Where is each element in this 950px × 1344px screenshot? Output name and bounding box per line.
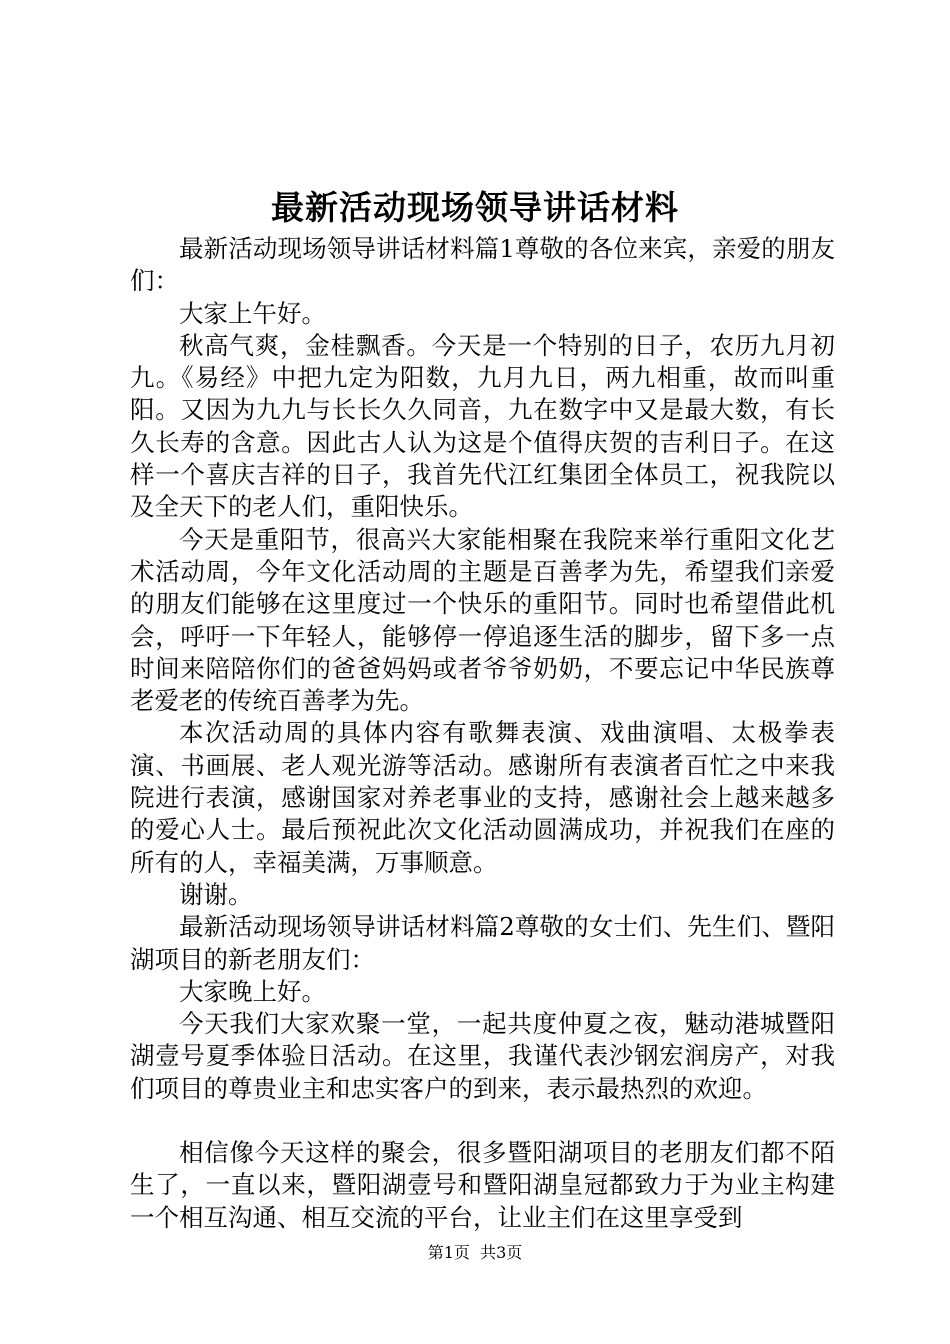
footer-spacer <box>470 1243 480 1262</box>
paragraph-7: 最新活动现场领导讲话材料篇2尊敬的女士们、先生们、暨阳湖项目的新老朋友们： <box>130 912 835 974</box>
page-total: 共3页 <box>480 1243 523 1262</box>
paragraph-4: 今天是重阳节，很高兴大家能相聚在我院来举行重阳文化艺术活动周，今年文化活动周的主题是百善孝为先，希望我们亲爱的朋友们能够在这里度过一个快乐的重阳节。同时也希望借此机会，呼吁一下年轻人，能够停一停追逐生活的脚步，留下多一点时间来陪陪你们的爸爸妈妈或者爷爷奶奶，不要忘记中华民族尊老爱老的传统百善孝为先。 <box>130 524 835 716</box>
paragraph-2: 大家上午好。 <box>179 298 326 328</box>
document-body <box>130 233 835 1234</box>
paragraph-10: 相信像今天这样的聚会，很多暨阳湖项目的老朋友们都不陌生了，一直以来，暨阳湖壹号和暨阳湖皇冠都致力于为业主构建一个相互沟通、相互交流的平台，让业主们在这里享受到 <box>130 1138 835 1232</box>
paragraph-9: 今天我们大家欢聚一堂，一起共度仲夏之夜，魅动港城暨阳湖壹号夏季体验日活动。在这里，我谨代表沙钢宏润房产，对我们项目的尊贵业主和忠实客户的到来，表示最热烈的欢迎。 <box>130 1009 835 1103</box>
document-title: 最新活动现场领导讲话材料 <box>271 188 679 227</box>
paragraph-8: 大家晚上好。 <box>179 976 326 1006</box>
paragraph-3: 秋高气爽，金桂飘香。今天是一个特别的日子，农历九月初九。《易经》中把九定为阳数，九月九日，两九相重，故而叫重阳。又因为九九与长长久久同音，九在数字中又是最大数，有长久长寿的含意。因此古人认为这是个值得庆贺的吉利日子。在这样一个喜庆吉祥的日子，我首先代江红集团全体员工，祝我院以及全天下的老人们，重阳快乐。 <box>130 330 835 522</box>
paragraph-6: 谢谢。 <box>179 879 253 909</box>
page-footer <box>0 1242 950 1264</box>
paragraph-1: 最新活动现场领导讲话材料篇1尊敬的各位来宾，亲爱的朋友们： <box>130 234 835 296</box>
page-number: 第1页 <box>427 1243 470 1262</box>
paragraph-5: 本次活动周的具体内容有歌舞表演、戏曲演唱、太极拳表演、书画展、老人观光游等活动。感谢所有表演者百忙之中来我院进行表演，感谢国家对养老事业的支持，感谢社会上越来越多的爱心人士。最后预祝此次文化活动圆满成功，并祝我们在座的所有的人，幸福美满，万事顺意。 <box>130 718 835 877</box>
